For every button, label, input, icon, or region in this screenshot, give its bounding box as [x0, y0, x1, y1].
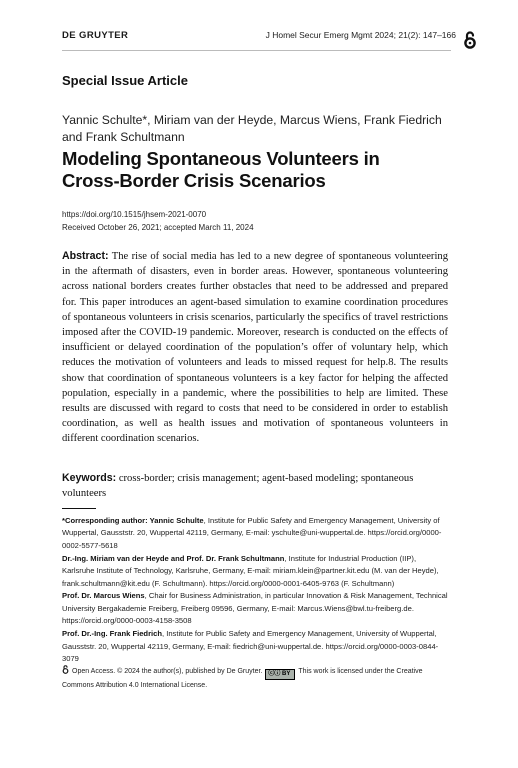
affiliation-text: , Institute for Public Safety and Emergency Management, University of Wuppertal, Gausststr. 20, Wuppertal 42119, Germany, E-mail: fiedrich@uni-wuppertal.de. https://orcid.org/0000-0003-0844-3079 — [62, 629, 439, 663]
cc-badge-label: BY — [282, 671, 291, 677]
affiliation-author: Prof. Dr.-Ing. Frank Fiedrich — [62, 629, 162, 639]
journal-reference: J Homel Secur Emerg Mgmt 2024; 21(2): 147–166 — [265, 30, 456, 40]
affiliation-text: , Chair for Business Administration, in particular Innovation & Risk Management, Technical University Bergakademie Freiberg, Freiberg 09596, Germany, E-mail: Marcus.Wiens@bwl.tu-freiberg.de. https://orcid.org/0000-0003-4158-3508 — [62, 591, 448, 626]
author-list: Yannic Schulte*, Miriam van der Heyde, Marcus Wiens, Frank Fiedrich and Frank Schultmann — [62, 113, 442, 144]
abstract-text: The rise of social media has led to a new degree of spontaneous volunteering in the aftermath of disasters, even in border areas. However, spontaneous volunteering across national borders creates further obstacles that need to be addressed and prepared for. This paper introduces an agent-based simulation to examine coordination procedures of spontaneous volunteers in crisis scenarios, particularly the specifics of travel restrictions imposed after the COVID-19 pandemic. Moreover, research is conducted on the effects of insufficient or delayed coordination of the population’s offer of voluntary help, which reduces the motivation of volunteers and leads to missed request for help.8. The results show that coordination of spontaneous volunteers is a key factor for helping the affected population, especially in a pandemic, where the possibilities to help are limited. These results are discussed with regard to costs that need to be considered in order to establish coordination, as well as health issues and motivation of spontaneous volunteers in different coordination scenarios. — [62, 251, 448, 445]
abstract-label: Abstract: — [62, 250, 109, 262]
article-title — [62, 148, 452, 192]
cc-by-badge-icon[interactable]: ⓒⓘ BY — [265, 669, 295, 680]
license-text-before: Open Access. © 2024 the author(s), published by De Gruyter. — [72, 668, 263, 675]
affiliation-note — [62, 628, 450, 665]
page-header — [62, 29, 456, 45]
article-meta — [62, 209, 254, 234]
license-text-after: This work is licensed under the Creative Commons Attribution 4.0 International License. — [62, 668, 423, 689]
title-line-2: Cross-Border Crisis Scenarios — [62, 170, 326, 191]
affiliation-author: Dr.-Ing. Miriam van der Heyde and Prof. Dr. Frank Schultmann — [62, 553, 285, 563]
affiliation-note — [62, 590, 450, 627]
article-dates: Received October 26, 2021; accepted March 11, 2024 — [62, 222, 254, 232]
keywords-text: cross-border; crisis management; agent-based modeling; spontaneous volunteers — [62, 473, 414, 500]
affiliation-author: Prof. Dr. Marcus Wiens — [62, 591, 145, 601]
abstract — [62, 249, 448, 447]
open-access-icon — [62, 665, 69, 674]
affiliation-note — [62, 515, 450, 552]
open-access-icon — [463, 31, 477, 49]
license-statement — [62, 665, 452, 692]
author-affiliations — [62, 515, 450, 666]
keywords — [62, 471, 448, 501]
header-rule — [62, 50, 451, 51]
doi-link[interactable]: https://doi.org/10.1515/jhsem-2021-0070 — [62, 210, 207, 219]
footnote-rule — [62, 508, 96, 509]
affiliation-text: , Institute for Industrial Production (IIP), Karlsruhe Institute of Technology, Karlsruhe, Germany, E-mail: miriam.klein@partner.kit.edu (M. van der Heyde), frank.schultmann@kit.edu (F. Schultmann). https://orcid.org/0000-0001-6405-9763 (F. Schultmann) — [62, 553, 439, 588]
keywords-label: Keywords: — [62, 472, 117, 484]
title-line-1: Modeling Spontaneous Volunteers in — [62, 148, 380, 169]
article-type: Special Issue Article — [62, 73, 188, 88]
affiliation-author: *Corresponding author: Yannic Schulte — [62, 516, 204, 525]
affiliation-note — [62, 553, 450, 590]
affiliation-text: , Institute for Public Safety and Emergency Management, University of Wuppertal, Gausststr. 20, Wuppertal 42119, Germany, E-mail: yschulte@uni-wuppertal.de. https://orcid.org/0000-0002-5577-5618 — [62, 516, 442, 550]
publisher-brand: DE GRUYTER — [62, 30, 129, 41]
